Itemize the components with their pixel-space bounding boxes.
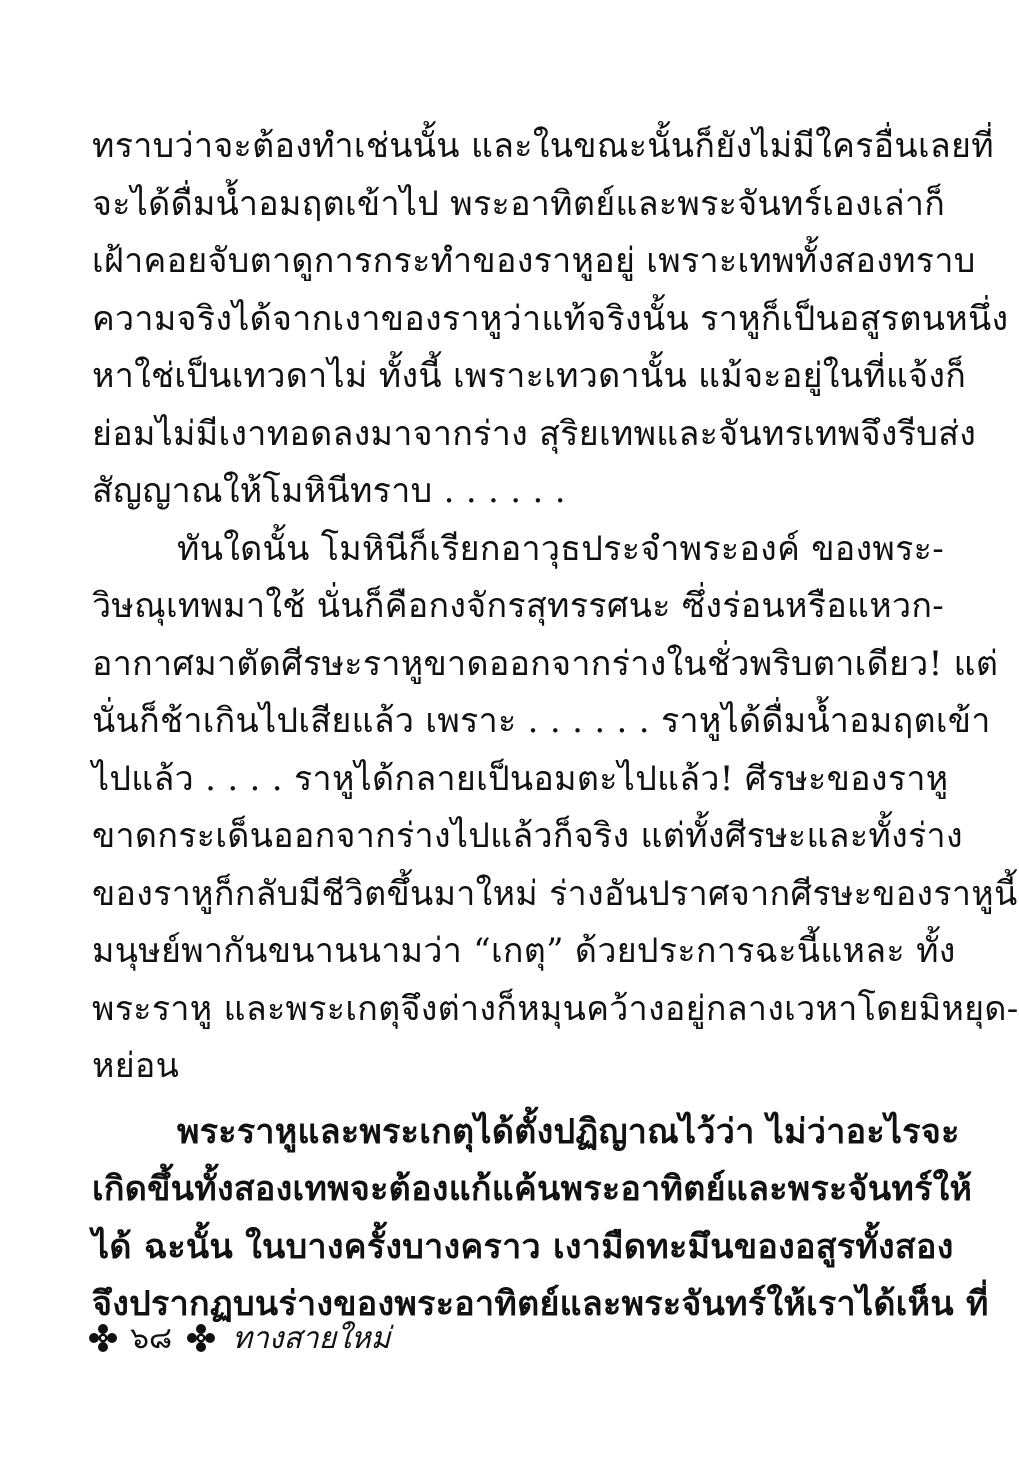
text-line: ย่อมไม่มีเงาทอดลงมาจากร่าง สุริยเทพและจันทรเทพจึงรีบส่ง	[92, 413, 977, 454]
text-line: เกิดขึ้นทั้งสองเทพจะต้องแก้แค้นพระอาทิตย์และพระจันทร์ให้	[92, 1169, 973, 1209]
book-title: ทางสายใหม่	[232, 1320, 391, 1356]
page-body	[92, 118, 1019, 1334]
text-line: นั่นก็ช้าเกินไปเสียแล้ว เพราะ . . . . . . ราหูได้ดื่มน้ำอมฤตเข้า	[92, 701, 991, 741]
text-line: หาใช่เป็นเทวดาไม่ ทั้งนี้ เพราะเทวดานั้น แม้จะอยู่ในที่แจ้งก็	[92, 356, 967, 396]
text-line: วิษณุเทพมาใช้ นั่นก็คือกงจักรสุทรรศนะ ซึ่งร่อนหรือแหวก-	[92, 586, 945, 626]
text-line: พระราหู และพระเกตุจึงต่างก็หมุนคว้างอยู่กลางเวหาโดยมิหยุด-	[92, 988, 1019, 1029]
text-line: อากาศมาตัดศีรษะราหูขาดออกจากร่างในชั่วพริบตาเดียว! แต่	[92, 643, 999, 684]
text-line: ได้ ฉะนั้น ในบางครั้งบางคราว เงามืดทะมึนของอสูรทั้งสอง	[92, 1226, 954, 1267]
four-petal-ornament-icon	[88, 1323, 118, 1353]
text-line: จึงปรากฏบนร่างของพระอาทิตย์และพระจันทร์ให้เราได้เห็น ที่	[92, 1284, 989, 1324]
text-line: ทราบว่าจะต้องทำเช่นนั้น และในขณะนั้นก็ยังไม่มีใครอื่นเลยที่	[92, 126, 994, 166]
four-petal-ornament-icon	[186, 1323, 216, 1353]
text-line: เฝ้าคอยจับตาดูการกระทำของราหูอยู่ เพราะเทพทั้งสองทราบ	[92, 241, 976, 281]
text-line: ขาดกระเด็นออกจากร่างไปแล้วก็จริง แต่ทั้งศีรษะและทั้งร่าง	[92, 816, 963, 856]
text-line: ทันใดนั้น โมหินีก็เรียกอาวุธประจำพระองค์ ของพระ-	[177, 528, 945, 569]
page-number: ๖๘	[130, 1320, 173, 1356]
text-line: สัญญาณให้โมหินีทราบ . . . . . .	[92, 471, 566, 511]
page-footer	[88, 1318, 390, 1358]
text-line: จะได้ดื่มน้ำอมฤตเข้าไป พระอาทิตย์และพระจันทร์เองเล่าก็	[92, 183, 946, 224]
text-line: พระราหูและพระเกตุได้ตั้งปฏิญาณไว้ว่า ไม่ว่าอะไรจะ	[177, 1111, 960, 1152]
text-line: ความจริงได้จากเงาของราหูว่าแท้จริงนั้น ราหูก็เป็นอสูรตนหนึ่ง	[92, 298, 1009, 339]
text-line: มนุษย์พากันขนานนามว่า “เกตุ” ด้วยประการฉะนี้แหละ ทั้ง	[92, 931, 956, 971]
text-line: ไปแล้ว . . . . ราหูได้กลายเป็นอมตะไปแล้ว! ศีรษะของราหู	[92, 758, 949, 799]
text-line: ของราหูก็กลับมีชีวิตขึ้นมาใหม่ ร่างอันปราศจากศีรษะของราหูนี้	[92, 873, 1018, 914]
text-line: หย่อน	[92, 1046, 180, 1086]
